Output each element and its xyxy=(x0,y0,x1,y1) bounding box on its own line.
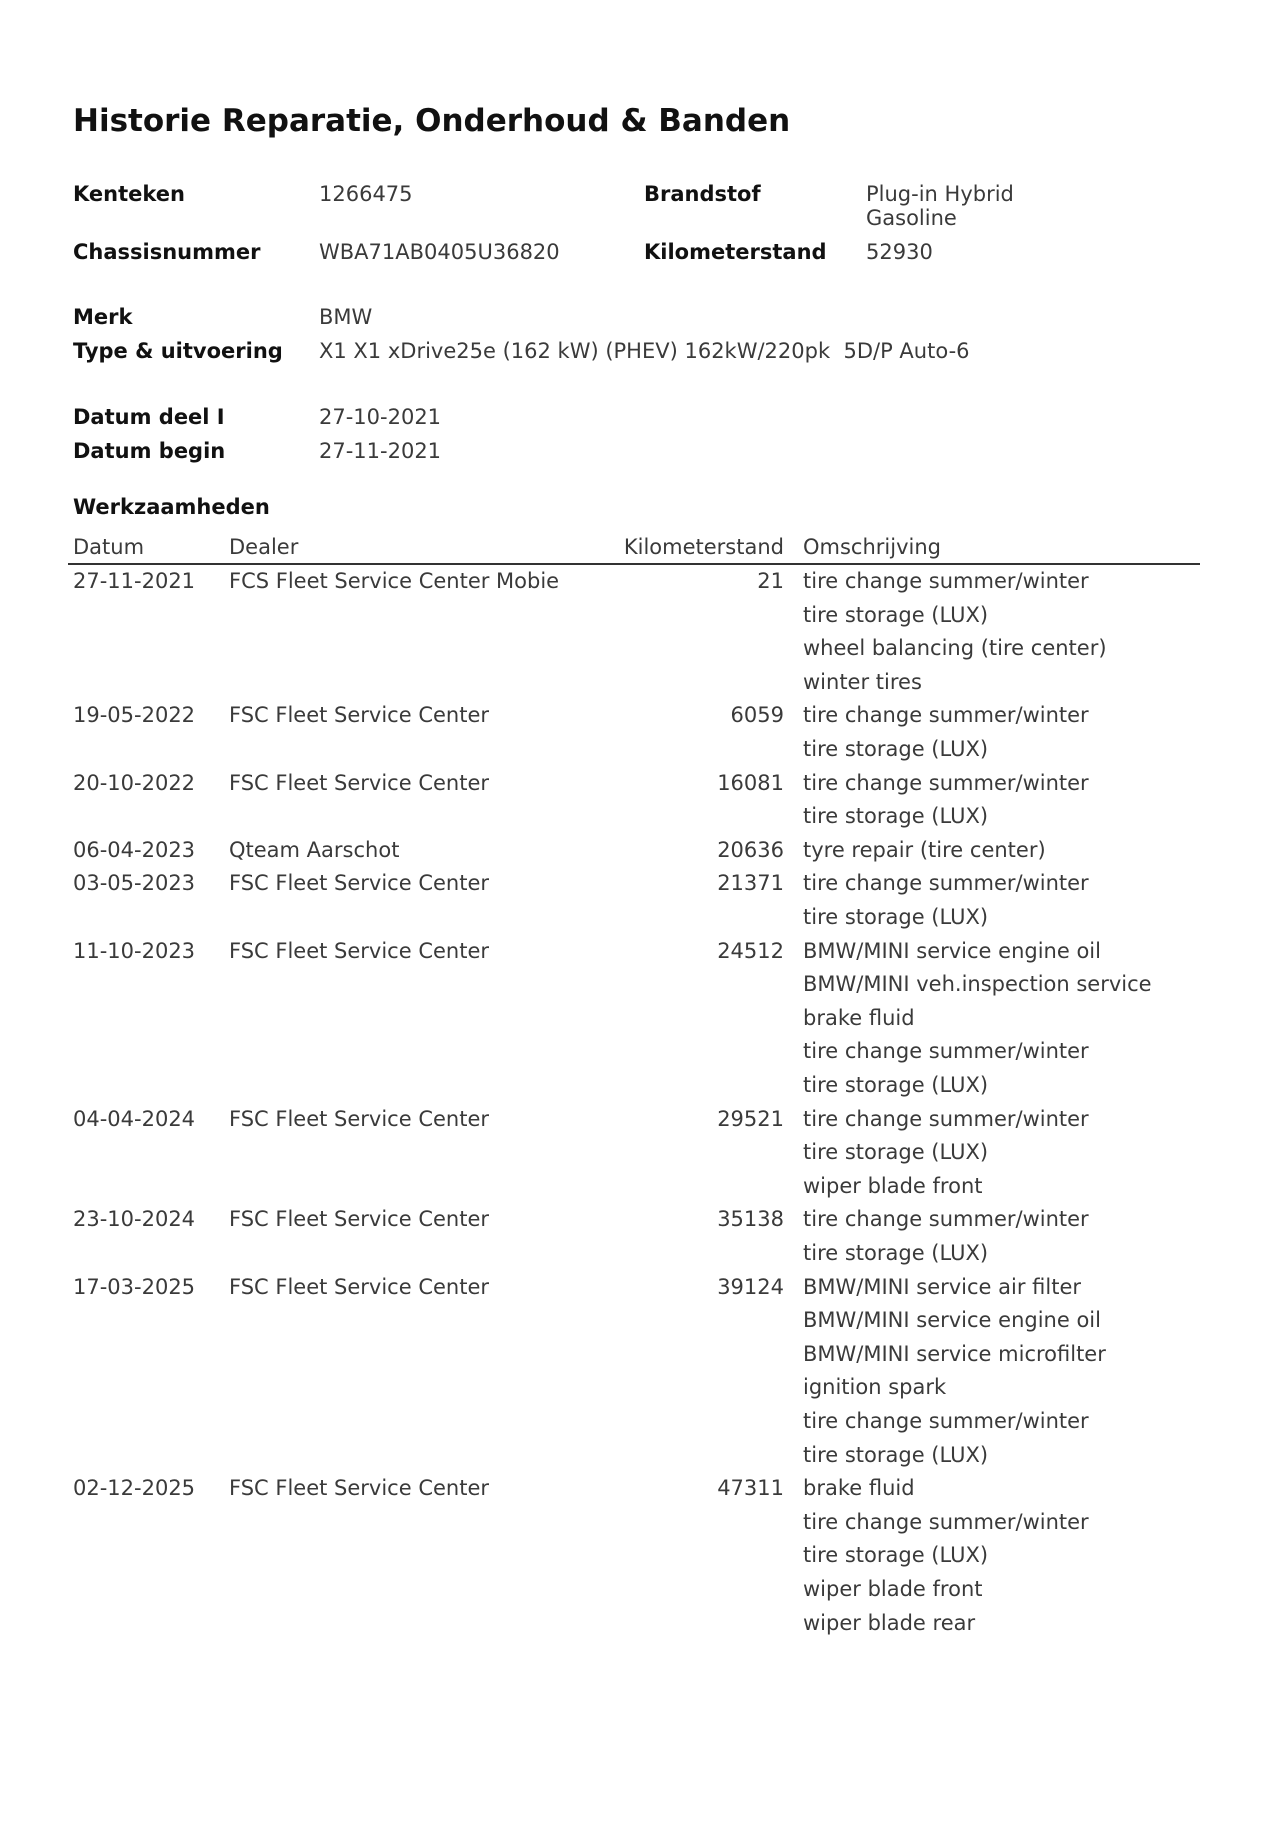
row-description-item: tire storage (LUX) xyxy=(803,1073,989,1097)
row-description-item: tire change summer/winter xyxy=(803,703,1089,727)
row-kilometerstand: 21 xyxy=(757,569,784,593)
row-description-item: tire change summer/winter xyxy=(803,771,1089,795)
row-description-item: brake fluid xyxy=(803,1006,915,1030)
chassisnummer-label: Chassisnummer xyxy=(73,240,261,264)
kilometerstand-label: Kilometerstand xyxy=(644,240,827,264)
row-dealer: FSC Fleet Service Center xyxy=(229,939,490,963)
werkzaamheden-heading: Werkzaamheden xyxy=(73,495,270,519)
row-description-item: wheel balancing (tire center) xyxy=(803,636,1107,660)
row-kilometerstand: 16081 xyxy=(717,771,784,795)
row-date: 06-04-2023 xyxy=(73,838,196,862)
row-description-item: BMW/MINI service microfilter xyxy=(803,1342,1106,1366)
row-kilometerstand: 47311 xyxy=(717,1476,784,1500)
row-description-item: tire storage (LUX) xyxy=(803,737,989,761)
row-date: 04-04-2024 xyxy=(73,1107,196,1131)
row-date: 11-10-2023 xyxy=(73,939,196,963)
row-description-item: tire storage (LUX) xyxy=(803,1140,989,1164)
row-kilometerstand: 29521 xyxy=(717,1107,784,1131)
row-dealer: FSC Fleet Service Center xyxy=(229,1275,490,1299)
row-dealer: FSC Fleet Service Center xyxy=(229,1107,490,1131)
row-description-item: tire storage (LUX) xyxy=(803,1543,989,1567)
merk-value: BMW xyxy=(319,305,373,329)
row-description-item: tire storage (LUX) xyxy=(803,1443,989,1467)
kilometerstand-value: 52930 xyxy=(866,240,933,264)
row-date: 27-11-2021 xyxy=(73,569,196,593)
row-description-item: wiper blade rear xyxy=(803,1611,976,1635)
row-description-item: winter tires xyxy=(803,670,922,694)
datum-begin-value: 27-11-2021 xyxy=(319,439,442,463)
datum-deel-value: 27-10-2021 xyxy=(319,405,442,429)
row-description-item: tire change summer/winter xyxy=(803,1409,1089,1433)
row-dealer: Qteam Aarschot xyxy=(229,838,400,862)
row-date: 19-05-2022 xyxy=(73,703,196,727)
merk-label: Merk xyxy=(73,305,133,329)
row-kilometerstand: 39124 xyxy=(717,1275,784,1299)
row-date: 02-12-2025 xyxy=(73,1476,196,1500)
row-description-item: BMW/MINI veh.inspection service xyxy=(803,972,1152,996)
row-dealer: FSC Fleet Service Center xyxy=(229,871,490,895)
type-value: X1 X1 xDrive25e (162 kW) (PHEV) 162kW/220pk 5D/P Auto-6 xyxy=(319,339,970,363)
row-dealer: FSC Fleet Service Center xyxy=(229,703,490,727)
row-kilometerstand: 20636 xyxy=(717,838,784,862)
datum-deel-label: Datum deel I xyxy=(73,405,225,429)
row-description-item: tire storage (LUX) xyxy=(803,905,989,929)
row-dealer: FCS Fleet Service Center Mobie xyxy=(229,569,560,593)
row-description-item: tire change summer/winter xyxy=(803,569,1089,593)
brandstof-value-line2: Gasoline xyxy=(866,206,957,230)
page-title: Historie Reparatie, Onderhoud & Banden xyxy=(73,103,791,139)
row-description-item: tire change summer/winter xyxy=(803,1510,1089,1534)
row-date: 03-05-2023 xyxy=(73,871,196,895)
row-description-item: tire storage (LUX) xyxy=(803,804,989,828)
row-date: 17-03-2025 xyxy=(73,1275,196,1299)
row-dealer: FSC Fleet Service Center xyxy=(229,771,490,795)
column-header-kilometerstand: Kilometerstand xyxy=(623,535,784,559)
row-description-item: tyre repair (tire center) xyxy=(803,838,1046,862)
row-description-item: tire change summer/winter xyxy=(803,871,1089,895)
column-header-dealer: Dealer xyxy=(229,535,299,559)
brandstof-value-line1: Plug-in Hybrid xyxy=(866,182,1014,206)
row-description-item: tire change summer/winter xyxy=(803,1207,1089,1231)
row-kilometerstand: 6059 xyxy=(730,703,784,727)
chassisnummer-value: WBA71AB0405U36820 xyxy=(319,240,560,264)
kenteken-label: Kenteken xyxy=(73,182,185,206)
row-kilometerstand: 21371 xyxy=(717,871,784,895)
row-description-item: tire storage (LUX) xyxy=(803,1241,989,1265)
row-description-item: BMW/MINI service air filter xyxy=(803,1275,1082,1299)
row-description-item: brake fluid xyxy=(803,1476,915,1500)
row-description-item: tire change summer/winter xyxy=(803,1107,1089,1131)
header-divider xyxy=(68,563,1200,565)
column-header-omschrijving: Omschrijving xyxy=(803,535,941,559)
row-dealer: FSC Fleet Service Center xyxy=(229,1207,490,1231)
row-description-item: BMW/MINI service engine oil xyxy=(803,939,1101,963)
row-description-item: BMW/MINI service engine oil xyxy=(803,1308,1101,1332)
row-date: 23-10-2024 xyxy=(73,1207,196,1231)
brandstof-label: Brandstof xyxy=(644,182,761,206)
row-kilometerstand: 24512 xyxy=(717,939,784,963)
row-description-item: ignition spark xyxy=(803,1375,947,1399)
row-description-item: wiper blade front xyxy=(803,1577,983,1601)
row-description-item: tire change summer/winter xyxy=(803,1039,1089,1063)
kenteken-value: 1266475 xyxy=(319,182,413,206)
column-header-datum: Datum xyxy=(73,535,145,559)
row-dealer: FSC Fleet Service Center xyxy=(229,1476,490,1500)
type-label: Type & uitvoering xyxy=(73,339,283,363)
row-description-item: wiper blade front xyxy=(803,1174,983,1198)
row-date: 20-10-2022 xyxy=(73,771,196,795)
row-description-item: tire storage (LUX) xyxy=(803,603,989,627)
row-kilometerstand: 35138 xyxy=(717,1207,784,1231)
datum-begin-label: Datum begin xyxy=(73,439,226,463)
